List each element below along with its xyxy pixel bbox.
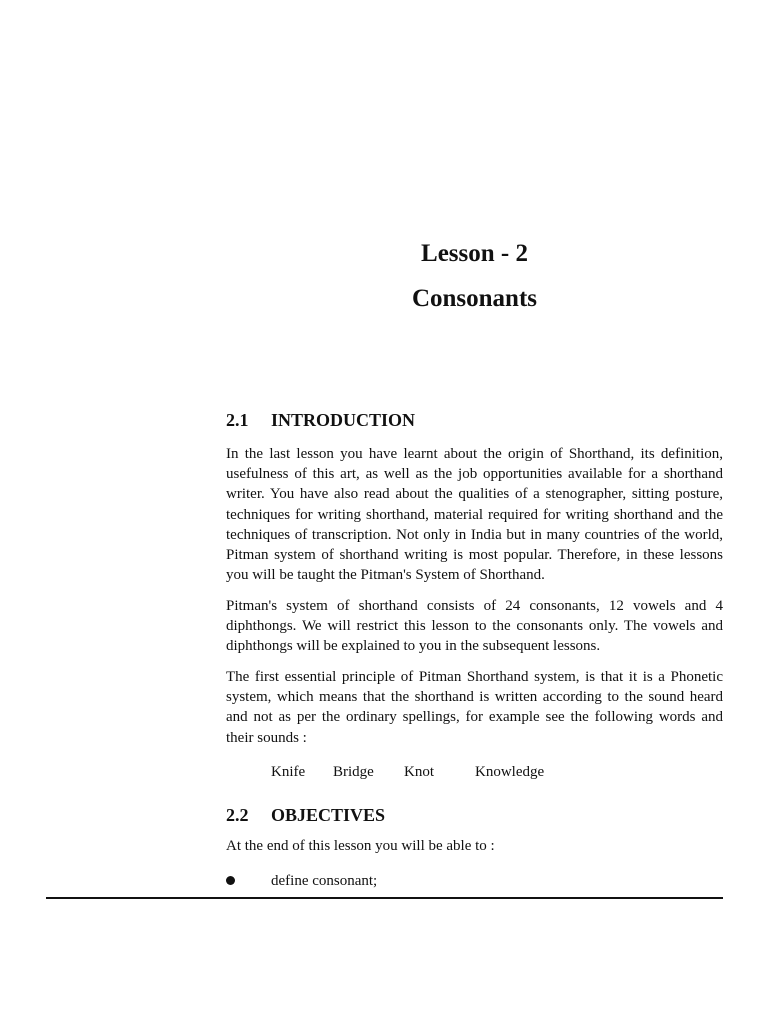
example-word: Knot [404, 764, 434, 780]
objectives-intro: At the end of this lesson you will be able to : [226, 838, 495, 854]
intro-paragraph-1: In the last lesson you have learnt about the origin of Shorthand, its definition, usefulness of this art, as well as the job opportunities available for a shorthand writer. You have also read about the qualities of a stenographer, sitting posture, techniques for writing shorthand, material required for writing shorthand and the techniques of transcription. Not only in India but in many countries of the world, Pitman system of shorthand writing is most popular. Therefore, in these lessons you will be taught the Pitman's System of Shorthand. [226, 446, 723, 584]
example-word: Knife [271, 764, 306, 780]
intro-paragraph-2: Pitman's system of shorthand consists of 24 consonants, 12 vowels and 4 diphthongs. We will restrict this lesson to the consonants only. The vowels and diphthongs will be explained to you in the subsequent lessons. [226, 598, 723, 655]
section-heading-objectives [226, 804, 385, 826]
section-title: INTRODUCTION [271, 410, 416, 430]
section-number: 2.1 [226, 410, 249, 430]
example-word: Bridge [333, 764, 374, 780]
lesson-number: Lesson - 2 [421, 240, 528, 267]
example-word: Knowledge [475, 764, 545, 780]
section-heading-introduction [226, 409, 415, 431]
section-number: 2.2 [226, 805, 249, 825]
page-divider [46, 897, 723, 899]
objective-list-item [226, 871, 723, 891]
intro-paragraph-3: The first essential principle of Pitman Shorthand system, is that it is a Phonetic system, which means that the shorthand is written according to the sound heard and not as per the ordinary spellings, for example see the following words and their sounds : [226, 669, 723, 746]
objective-text: define consonant; [271, 873, 378, 889]
lesson-title: Consonants [411, 285, 538, 312]
section-title: OBJECTIVES [271, 805, 386, 825]
bullet-icon [226, 876, 235, 885]
